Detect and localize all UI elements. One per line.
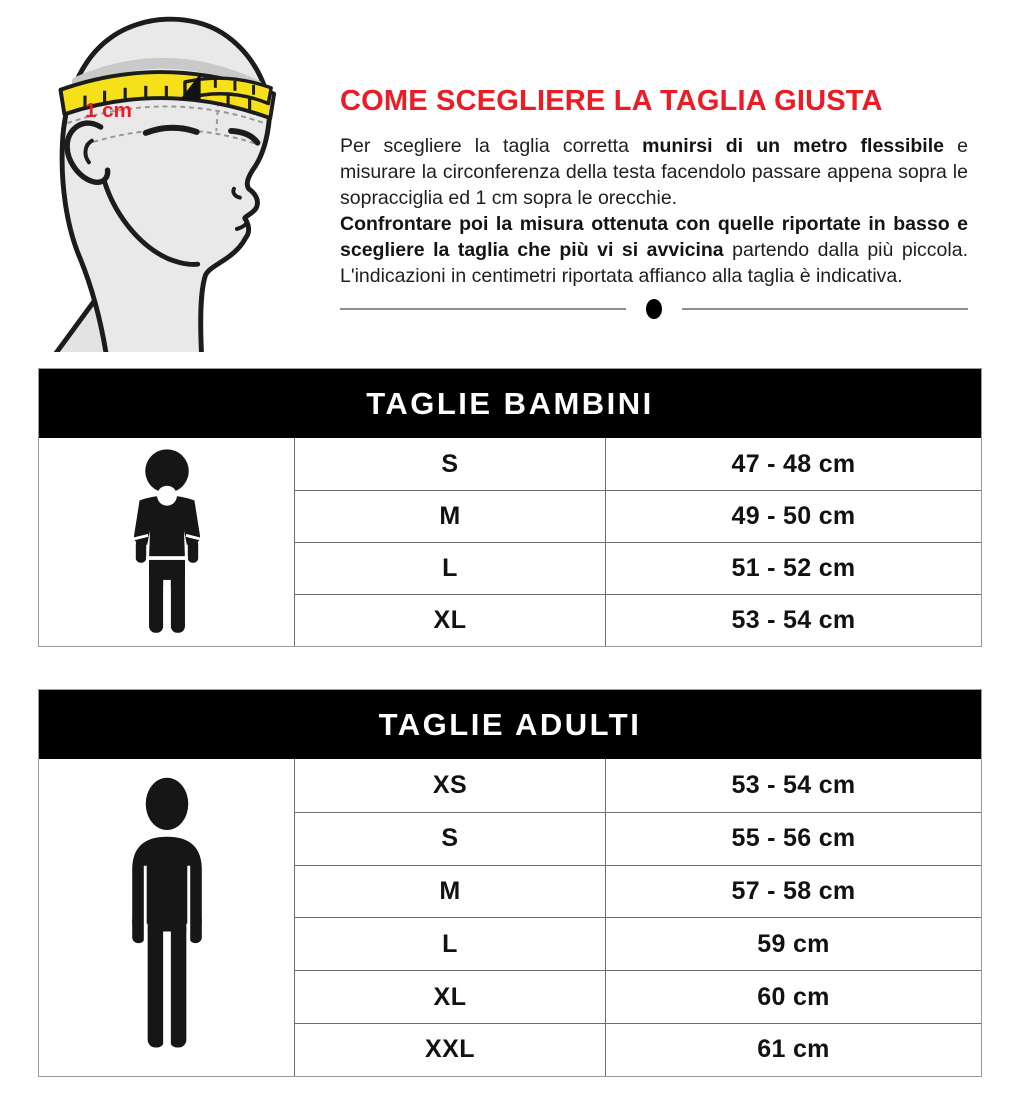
table-adulti-title: TAGLIE ADULTI xyxy=(39,690,981,759)
table-row xyxy=(295,1023,981,1076)
size-range: 51 - 52 cm xyxy=(731,554,856,582)
head-silhouette xyxy=(62,19,269,352)
table-row xyxy=(295,970,981,1023)
size-label: XXL xyxy=(295,1024,606,1076)
table-row xyxy=(295,865,981,918)
adult-figure-icon xyxy=(109,776,225,1058)
size-label: XS xyxy=(295,759,606,812)
tables-gap xyxy=(0,647,1024,689)
adult-torso xyxy=(132,837,202,924)
tape-one-cm-label: 1 cm xyxy=(85,99,132,123)
intro-section xyxy=(0,0,1024,368)
p1-bold-1: munirsi di un metro flessibile xyxy=(642,134,944,157)
divider-line-left xyxy=(340,308,626,310)
section-divider xyxy=(340,299,968,319)
table-row xyxy=(295,917,981,970)
table-row xyxy=(295,812,981,865)
intro-paragraph-1 xyxy=(340,133,968,211)
divider-dot xyxy=(646,299,662,319)
size-range: 55 - 56 cm xyxy=(731,824,856,853)
child-figure-icon xyxy=(115,446,219,638)
size-range: 60 cm xyxy=(757,982,830,1011)
size-range: 57 - 58 cm xyxy=(731,876,856,905)
size-range: 53 - 54 cm xyxy=(731,770,856,799)
table-row xyxy=(295,490,981,542)
size-label: S xyxy=(295,438,606,490)
intro-text-block xyxy=(340,86,968,319)
size-label: L xyxy=(295,543,606,594)
p2-normal-1: partendo dalla più piccola. L'indicazioni in centimetri riportata affianco alla taglia è indicativa. xyxy=(340,238,968,287)
p1-normal-2: e misurare la circonferenza della testa facendolo passare appena sopra le sopracciglia ed 1 cm sopra le orecchie. xyxy=(340,134,968,209)
size-range: 59 cm xyxy=(757,929,830,958)
table-row xyxy=(295,759,981,812)
divider-line-right xyxy=(682,308,968,310)
size-range: 47 - 48 cm xyxy=(731,449,856,478)
size-label: XL xyxy=(295,971,606,1023)
size-label: S xyxy=(295,813,606,865)
child-icon-cell xyxy=(39,438,295,646)
size-label: M xyxy=(295,866,606,918)
size-range: 61 cm xyxy=(757,1035,830,1064)
table-row xyxy=(295,542,981,594)
size-range: 53 - 54 cm xyxy=(731,606,856,634)
table-bambini-title: TAGLIE BAMBINI xyxy=(39,369,981,438)
adulti-rows xyxy=(295,759,981,1076)
p2-bold-1: Confrontare poi la misura ottenuta con quelle riportate in basso e scegliere la taglia che più vi si avvicina xyxy=(340,212,968,261)
table-taglie-bambini xyxy=(38,368,982,647)
table-row xyxy=(295,594,981,646)
p1-normal-1: Per scegliere la taglia corretta xyxy=(340,134,643,157)
intro-paragraph-2 xyxy=(340,211,968,289)
size-label: XL xyxy=(295,595,606,646)
page-title: COME SCEGLIERE LA TAGLIA GIUSTA xyxy=(340,85,883,117)
head-measurement-illustration xyxy=(36,2,330,352)
table-row xyxy=(295,438,981,490)
size-range: 49 - 50 cm xyxy=(731,502,856,530)
adult-icon-cell xyxy=(39,759,295,1076)
size-label: L xyxy=(295,918,606,970)
bambini-rows xyxy=(295,438,981,646)
size-label: M xyxy=(295,491,606,542)
table-taglie-adulti xyxy=(38,689,982,1077)
